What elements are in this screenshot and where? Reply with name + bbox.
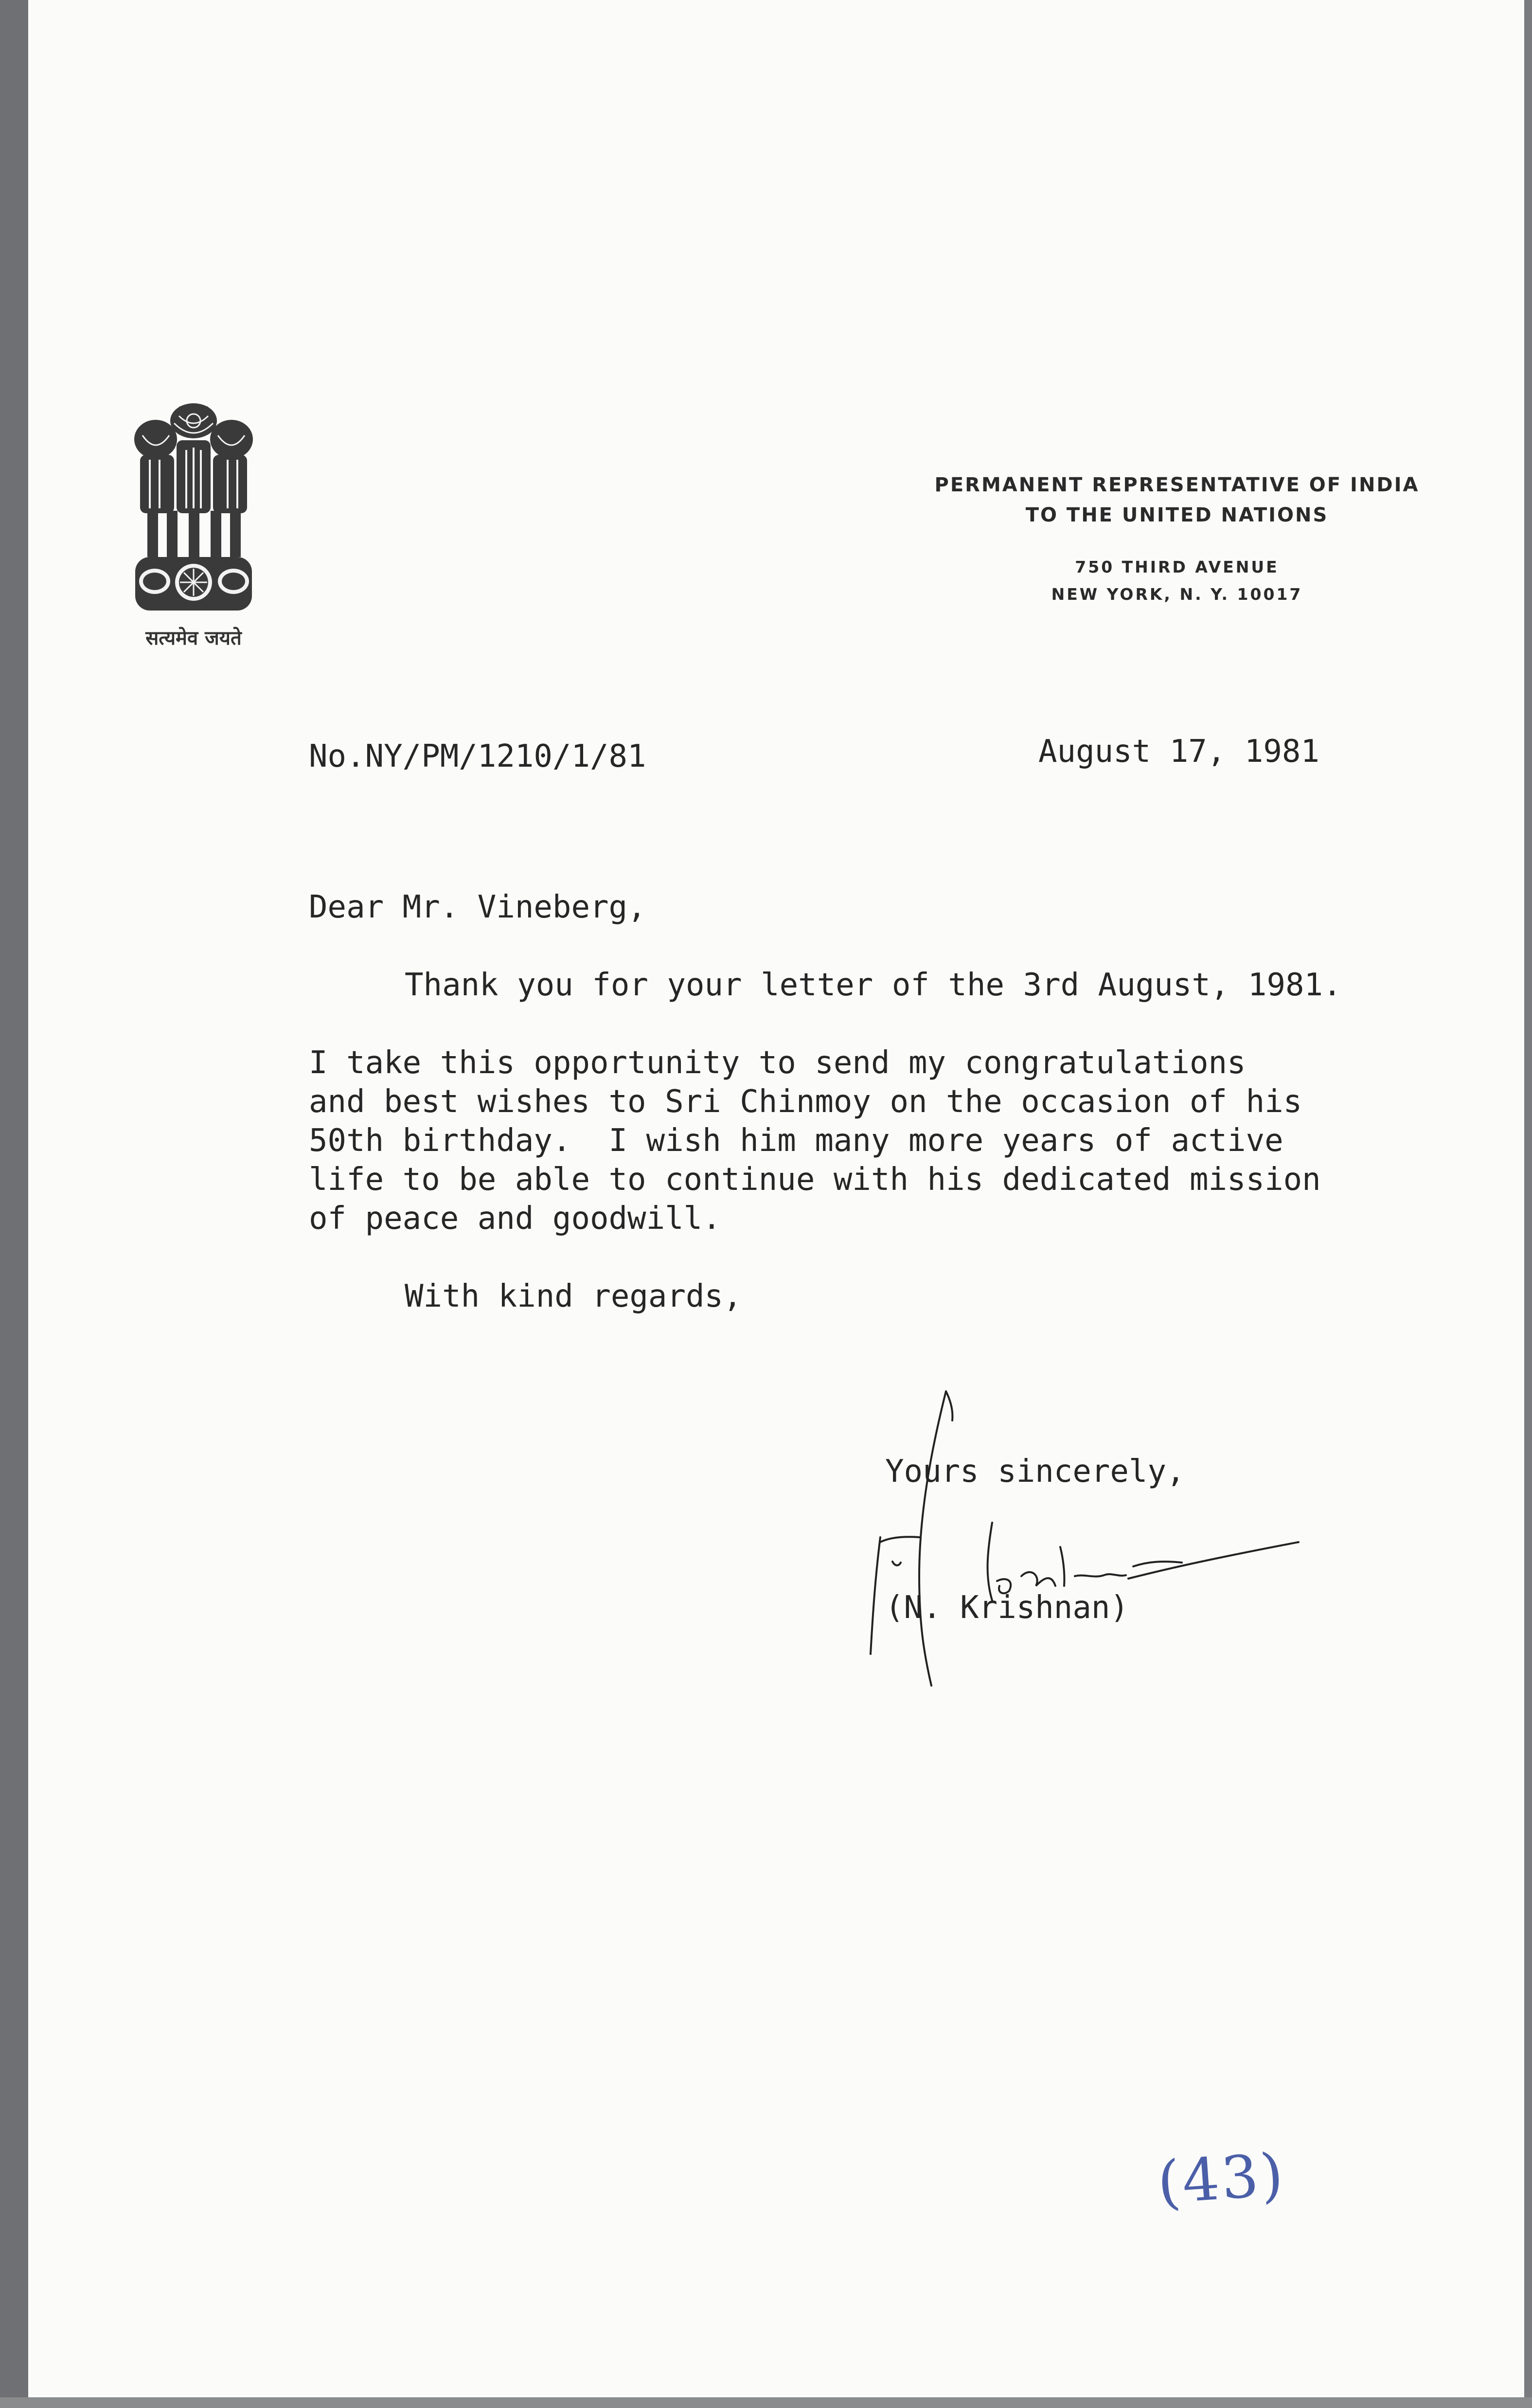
letterhead-title: PERMANENT REPRESENTATIVE OF INDIA — [934, 474, 1420, 496]
letterhead-address-street: 750 THIRD AVENUE — [1075, 557, 1279, 576]
svg-text:सत्यमेव जयते: सत्यमेव जयते — [145, 627, 242, 649]
letterhead-subtitle: TO THE UNITED NATIONS — [1025, 504, 1329, 526]
state-emblem-icon — [121, 401, 267, 664]
paragraph-1: Thank you for your letter of the 3rd August, 1981. — [405, 967, 1342, 1003]
closing-line: With kind regards, — [405, 1278, 742, 1314]
paragraph-2: I take this opportunity to send my congratulations and best wishes to Sri Chinmoy on the occasion of his 50th birthday. I wish him many more years of active life to be able to continue with his dedicated mission of peace and goodwill. — [309, 1045, 1321, 1237]
letterhead — [856, 470, 1498, 608]
salutation: Dear Mr. Vineberg, — [309, 889, 646, 925]
scan-left-edge — [0, 0, 28, 2408]
reference-number: No.NY/PM/1210/1/81 — [309, 738, 646, 774]
letterhead-address-city: NEW YORK, N. Y. 10017 — [1051, 585, 1303, 604]
scan-bottom-edge — [0, 2397, 1532, 2408]
scan-right-edge — [1524, 0, 1532, 2408]
valediction: Yours sincerely, — [885, 1454, 1185, 1490]
handwritten-signature — [846, 1382, 1313, 1703]
letter-date: August 17, 1981 — [1038, 734, 1319, 770]
signatory-name: (N. Krishnan) — [885, 1590, 1129, 1626]
archive-page-number: (43) — [1155, 2141, 1287, 2217]
